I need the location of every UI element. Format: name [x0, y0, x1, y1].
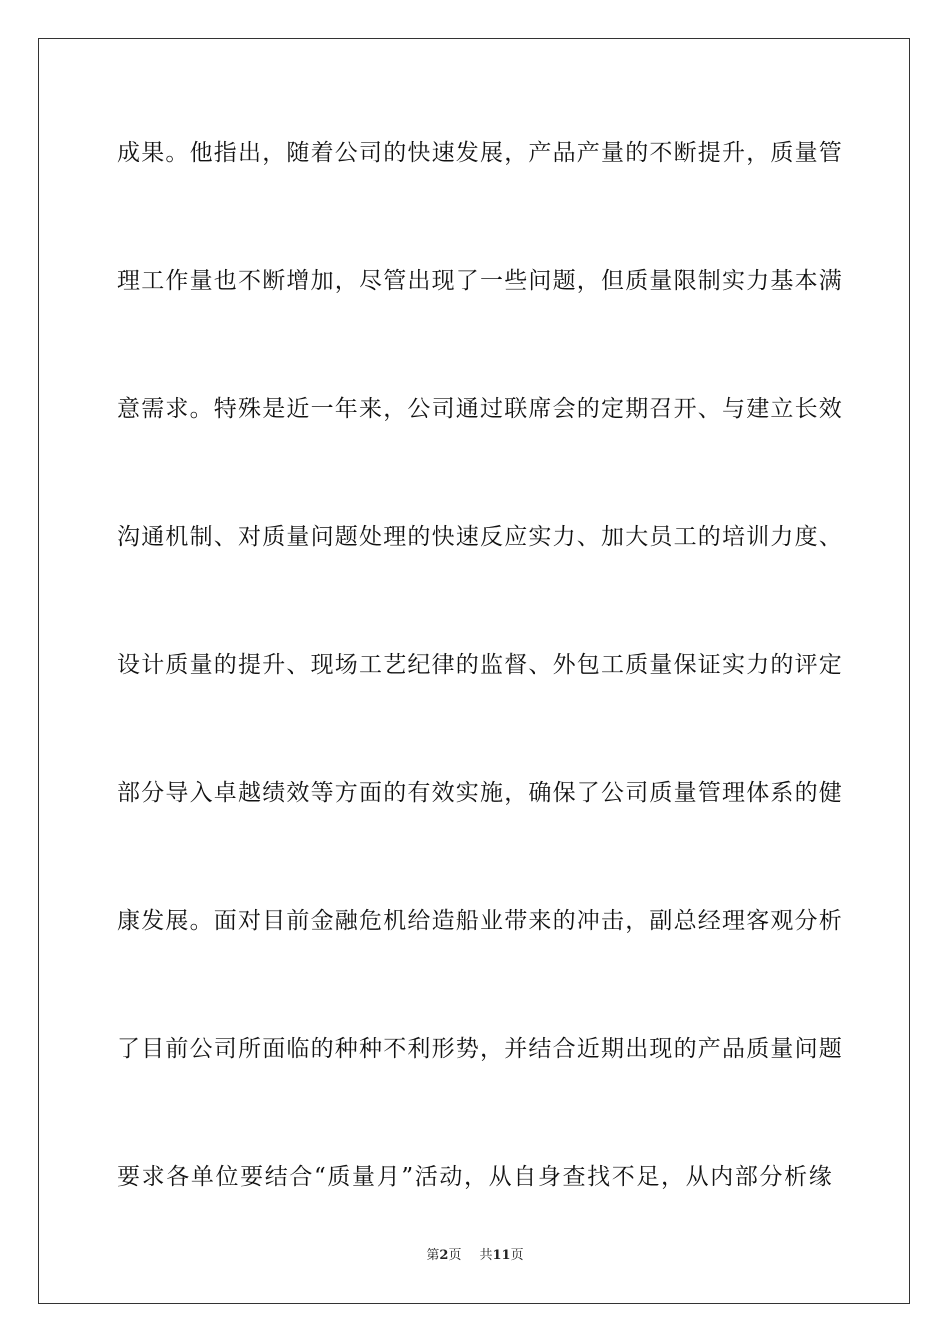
- text-line: 设计质量的提升、现场工艺纪律的监督、外包工质量保证实力的评定: [117, 652, 843, 678]
- text-line: 理工作量也不断增加，尽管出现了一些问题，但质量限制实力基本满: [117, 268, 843, 294]
- text-line: 了目前公司所面临的种种不利形势，并结合近期出现的产品质量问题: [117, 1036, 843, 1062]
- page-label-prefix: 第: [426, 1248, 440, 1263]
- page-label-suffix: 页: [448, 1248, 462, 1263]
- text-line: 沟通机制、对质量问题处理的快速反应实力、加大员工的培训力度、: [117, 524, 843, 550]
- text-line: 要求各单位要结合“质量月”活动，从自身查找不足，从内部分析缘: [117, 1164, 833, 1190]
- total-pages: 11: [492, 1248, 511, 1263]
- text-line: 部分导入卓越绩效等方面的有效实施，确保了公司质量管理体系的健: [117, 780, 843, 806]
- page-footer: [0, 1246, 950, 1266]
- total-label-prefix: 共: [479, 1248, 493, 1263]
- total-label-suffix: 页: [510, 1248, 524, 1263]
- body-text: [117, 128, 843, 1280]
- text-line: 康发展。面对目前金融危机给造船业带来的冲击，副总经理客观分析: [117, 908, 843, 934]
- text-line: 意需求。特殊是近一年来，公司通过联席会的定期召开、与建立长效: [117, 396, 843, 422]
- text-line: 成果。他指出，随着公司的快速发展，产品产量的不断提升，质量管: [117, 140, 843, 166]
- page-number: 2: [439, 1248, 449, 1263]
